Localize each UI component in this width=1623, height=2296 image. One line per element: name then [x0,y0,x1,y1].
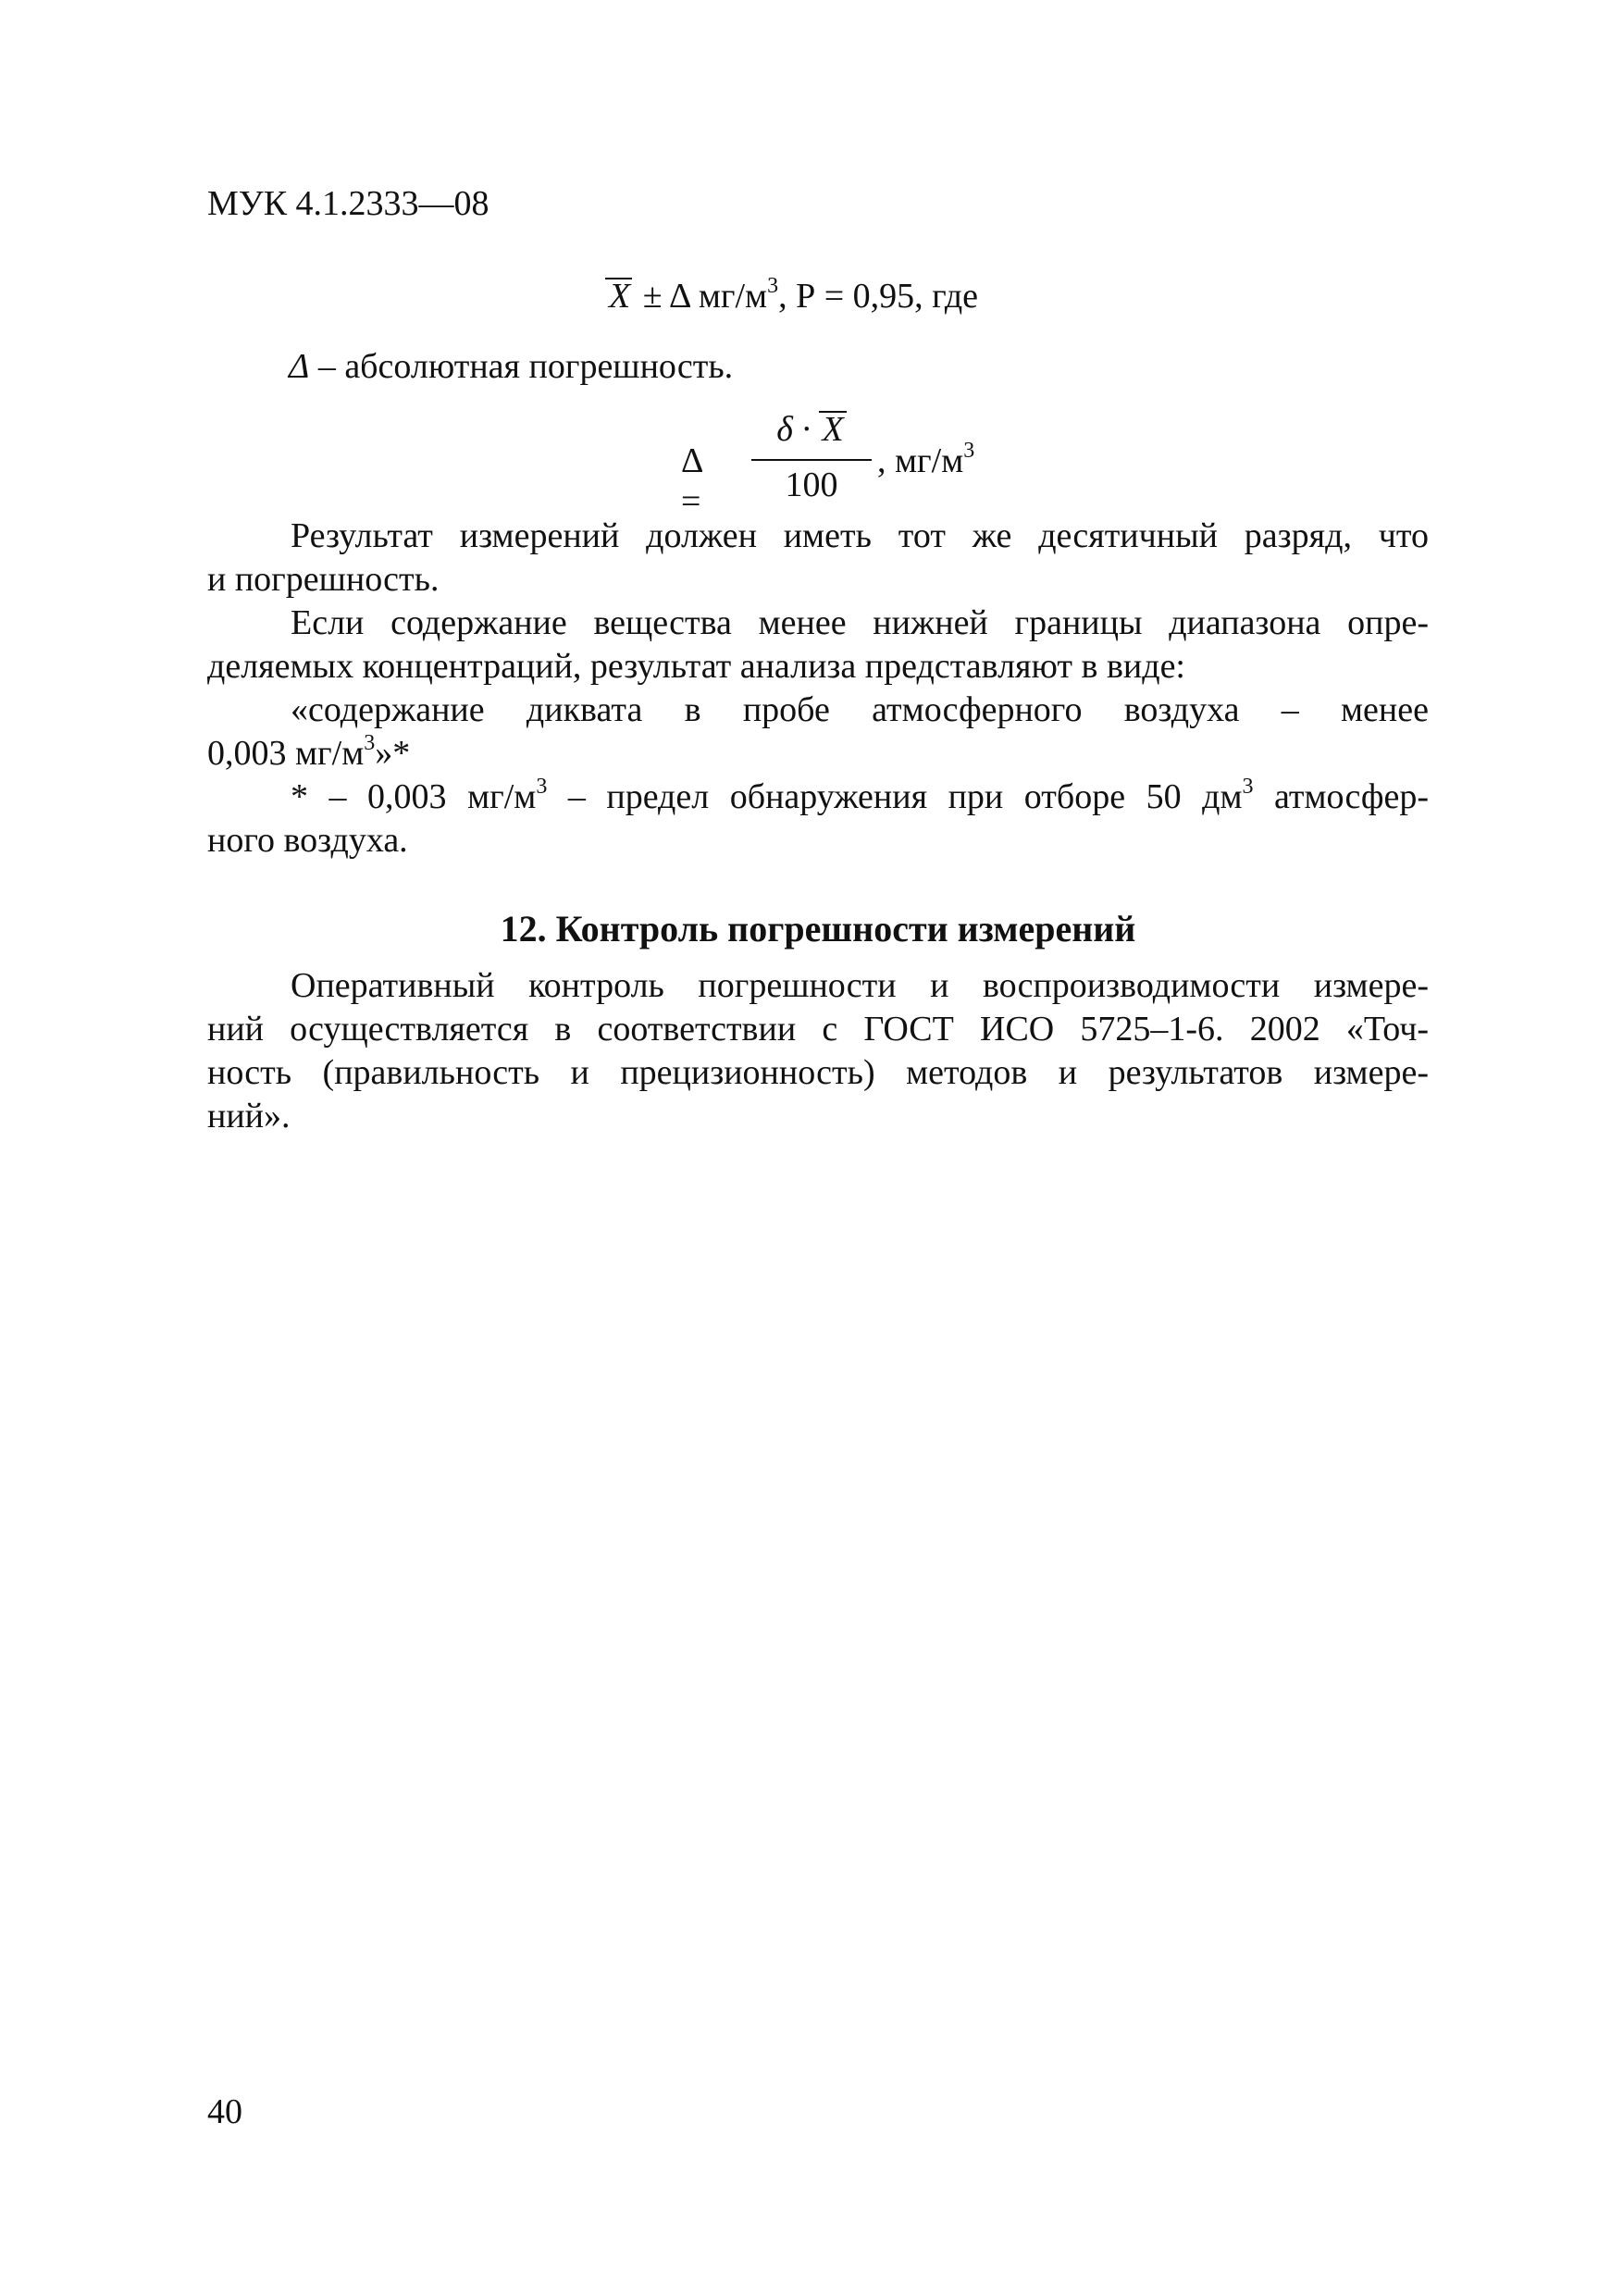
fraction-numerator [751,409,872,450]
running-header: МУК 4.1.2333—08 [207,184,489,223]
line-text: »* [375,734,411,773]
delta-definition-text: – абсолютная погрешность. [309,347,734,386]
paragraph-line: Если содержание вещества менее нижней границы диапазона опре- [291,603,1429,642]
paragraph-line: «содержание диквата в пробе атмосферного воздуха – менее [291,690,1429,729]
paragraph-line: Оперативный контроль погрешности и воспроизводимости измере- [291,966,1429,1005]
line-text: – предел обнаружения при отборе 50 дм [547,777,1243,816]
delta-symbol: Δ [289,347,310,386]
superscript: 3 [767,274,779,299]
x-mean-symbol: X [819,409,846,450]
paragraph-line: ность (правильность и прецизионность) методов и результатов измере- [207,1053,1429,1092]
paragraph-line [207,776,1429,819]
paragraph-line: деляемых концентраций, результат анализа представляют в виде: [207,647,1185,686]
superscript: 3 [364,731,376,756]
fraction-denominator: 100 [785,465,838,504]
superscript: 3 [536,775,548,800]
result-formula-text: , Р = 0,95, где [778,277,979,316]
paragraph-line [207,732,1429,776]
section-heading: 12. Контроль погрешности измерений [500,908,1136,949]
paragraph-line: и погрешность. [207,560,440,599]
delta-formula-lhs: Δ = [681,441,702,521]
paragraph-line: ного воздуха. [207,821,408,860]
paragraph-line: ний». [207,1097,291,1136]
paragraph-result-form [207,689,1429,776]
footnote-detection-limit [207,776,1429,863]
line-text: 0,003 мг/м [207,734,365,773]
numerator-delta: δ · [776,410,820,449]
paragraph-line: ний осуществляется в соответствии с ГОСТ ИСО 5725–1-6. 2002 «Точ- [207,1010,1429,1049]
result-formula-text: ± Δ мг/м [634,277,768,316]
line-text: * – 0,003 мг/м [291,777,537,816]
section-paragraph [207,964,1429,1138]
fraction-bar [751,459,872,461]
line-text: атмосфер- [1253,777,1429,816]
paragraph-result-precision [207,515,1429,602]
unit-text: , мг/м [877,441,964,480]
delta-definition [289,346,733,387]
page-number: 40 [207,2092,242,2131]
superscript: 3 [1242,775,1254,800]
superscript: 3 [963,439,975,464]
result-formula [605,276,978,316]
delta-formula-unit [877,441,974,481]
paragraph-line: Результат измерений должен иметь тот же десятичный разряд, что [291,516,1429,555]
paragraph-below-range [207,602,1429,689]
x-mean-symbol: X [605,276,634,316]
